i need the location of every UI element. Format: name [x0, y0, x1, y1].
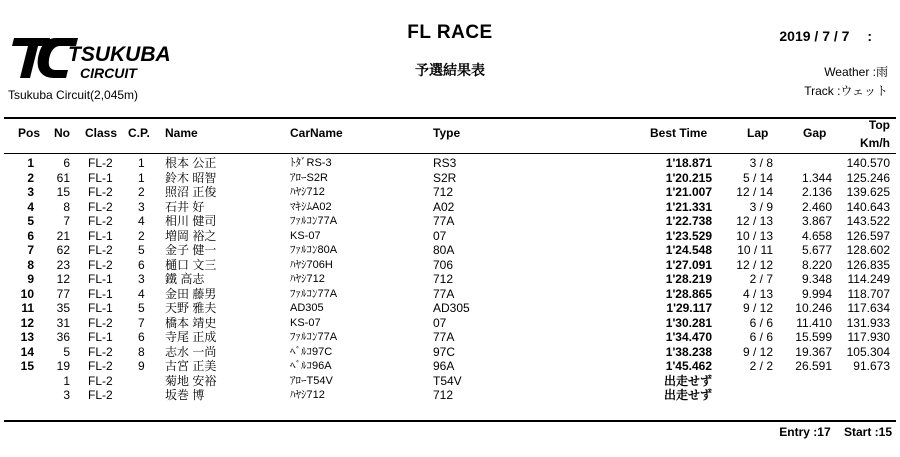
table-row: [0, 200, 900, 214]
cell-pos: 11: [21, 301, 34, 315]
cell-pos: 9: [27, 272, 34, 286]
track-info: Track :ウェット: [804, 84, 888, 98]
start-count: Start :15: [843, 425, 892, 439]
race-date: 2019 / 7 / 7 :: [779, 28, 872, 44]
cell-name: 相川 健司: [165, 214, 217, 228]
cell-name: 鐵 高志: [165, 272, 205, 286]
cell-no: 3: [63, 388, 70, 402]
cell-car: ﾌｧﾙｺﾝ77A: [290, 215, 338, 227]
cell-pos: 5: [27, 214, 34, 228]
col-carname: CarName: [290, 126, 343, 140]
cell-best: 1'27.091: [665, 257, 712, 272]
cell-lap: 3 / 8: [749, 156, 773, 170]
cell-no: 61: [56, 170, 70, 185]
cell-cp: 4: [138, 214, 145, 228]
col-type: Type: [433, 126, 461, 140]
cell-lap: 4 / 13: [742, 286, 773, 301]
cell-type: S2R: [433, 170, 457, 185]
table-row: [0, 287, 900, 301]
cell-top: 143.522: [846, 214, 890, 228]
cell-type: 07: [433, 228, 447, 243]
cell-cp: 2: [138, 228, 145, 243]
cell-top: 140.570: [846, 156, 890, 170]
table-row: [0, 171, 900, 185]
table-row: [0, 316, 900, 330]
cell-type: 706: [433, 257, 454, 272]
table-row: [0, 214, 900, 228]
cell-cls: FL-2: [88, 373, 113, 388]
cell-car: ﾊﾔｼ712: [290, 389, 325, 401]
table-row: [0, 156, 900, 170]
cell-gap: 8.220: [801, 257, 832, 272]
logo-text-main: TSUKUBA: [68, 43, 171, 66]
cell-cls: FL-1: [88, 272, 113, 286]
cell-lap: 10 / 13: [736, 228, 773, 243]
cell-car: ﾊﾔｼ712: [290, 186, 325, 198]
cell-cp: 5: [138, 301, 145, 315]
cell-top: 91.673: [853, 359, 890, 373]
cell-top: 126.597: [846, 228, 890, 243]
cell-best: 出走せず: [663, 373, 712, 388]
cell-lap: 12 / 13: [736, 214, 773, 228]
cell-no: 5: [63, 344, 70, 359]
cell-type: 712: [433, 272, 454, 286]
col-kmh: Km/h: [860, 136, 890, 150]
col-class: Class: [85, 126, 118, 140]
cell-car: ﾏｷｼﾑA02: [290, 200, 332, 213]
cell-pos: 10: [20, 286, 34, 301]
cell-lap: 10 / 11: [737, 243, 773, 257]
cell-pos: 12: [20, 315, 34, 330]
cell-best: 1'28.219: [665, 272, 712, 286]
cell-cls: FL-1: [88, 286, 113, 301]
cell-pos: 7: [27, 243, 34, 257]
cell-cls: FL-2: [88, 359, 113, 373]
cell-cp: 3: [138, 272, 145, 286]
cell-cp: 1: [138, 170, 145, 185]
cell-cp: 1: [138, 156, 145, 170]
cell-car: ｱﾛｰT54V: [290, 374, 333, 387]
cell-best: 1'21.007: [665, 185, 712, 199]
cell-gap: 26.591: [795, 359, 832, 373]
cell-name: 金田 藤男: [165, 286, 217, 301]
cell-type: RS3: [433, 156, 457, 170]
table-row: [0, 374, 900, 388]
cell-lap: 9 / 12: [742, 344, 773, 359]
table-header-rule: [4, 153, 896, 154]
cell-best: 1'30.281: [665, 315, 712, 330]
table-row: [0, 272, 900, 286]
cell-name: 照沼 正俊: [165, 185, 217, 199]
cell-lap: 6 / 6: [749, 315, 773, 330]
cell-lap: 9 / 12: [742, 301, 773, 315]
race-title: FL RACE: [407, 22, 493, 43]
cell-top: 126.835: [846, 257, 890, 272]
cell-name: 天野 雅夫: [165, 301, 217, 315]
col-lap: Lap: [747, 126, 769, 140]
cell-type: 77A: [433, 330, 455, 344]
cell-cp: 6: [138, 257, 145, 272]
cell-car: ﾌｧﾙｺﾝ77A: [290, 331, 338, 343]
cell-no: 77: [56, 286, 70, 301]
cell-car: ｱﾛｰS2R: [290, 171, 328, 184]
cell-cls: FL-2: [88, 156, 113, 170]
cell-no: 36: [56, 330, 70, 344]
table-row: [0, 229, 900, 243]
cell-cls: FL-2: [88, 199, 113, 214]
cell-gap: 4.658: [801, 228, 832, 243]
col-top: Top: [868, 118, 890, 132]
cell-type: 97C: [433, 344, 456, 359]
cell-type: A02: [433, 199, 455, 214]
table-row: [0, 359, 900, 373]
cell-pos: 6: [27, 228, 34, 243]
cell-gap: 1.344: [801, 170, 832, 185]
cell-pos: 15: [20, 359, 34, 373]
col-besttime: Best Time: [650, 126, 708, 140]
cell-best: 1'29.117: [666, 301, 712, 315]
cell-gap: 10.246: [795, 301, 832, 315]
cell-name: 菊地 安裕: [165, 373, 217, 388]
cell-lap: 2 / 2: [749, 359, 773, 373]
cell-name: 志水 一尚: [165, 344, 217, 359]
cell-cls: FL-1: [88, 330, 113, 344]
cell-gap: 9.348: [801, 272, 832, 286]
cell-car: ﾍﾞﾙｺ96A: [290, 360, 332, 372]
cell-name: 石井 好: [165, 199, 205, 214]
cell-gap: 9.994: [801, 286, 832, 301]
cell-cls: FL-2: [88, 344, 113, 359]
cell-name: 鈴木 昭智: [165, 170, 217, 185]
cell-top: 114.249: [847, 272, 890, 286]
cell-cp: 6: [138, 330, 145, 344]
cell-top: 128.602: [846, 243, 890, 257]
cell-type: 80A: [433, 243, 455, 257]
cell-car: ﾌｧﾙｺﾝ80A: [290, 244, 338, 256]
cell-name: 金子 健一: [165, 243, 217, 257]
cell-best: 1'38.238: [665, 344, 712, 359]
cell-no: 6: [63, 156, 70, 170]
table-row: [0, 243, 900, 257]
col-pos: Pos: [18, 126, 41, 140]
cell-car: KS-07: [290, 229, 321, 242]
cell-best: 1'21.331: [665, 199, 712, 214]
cell-name: 増岡 裕之: [165, 228, 217, 243]
cell-lap: 12 / 12: [736, 257, 773, 272]
cell-pos: 4: [27, 199, 34, 214]
cell-cls: FL-2: [88, 214, 113, 228]
cell-type: T54V: [433, 373, 462, 388]
cell-type: 96A: [433, 359, 455, 373]
cell-cp: 3: [138, 199, 145, 214]
cell-cls: FL-2: [88, 185, 113, 199]
cell-pos: 14: [20, 344, 34, 359]
cell-top: 131.933: [846, 315, 890, 330]
table-row: [0, 345, 900, 359]
cell-lap: 12 / 14: [736, 185, 773, 199]
cell-no: 8: [63, 199, 70, 214]
cell-cp: 9: [138, 359, 145, 373]
cell-gap: 2.136: [801, 185, 832, 199]
cell-best: 1'22.738: [665, 214, 712, 228]
cell-gap: 2.460: [801, 199, 832, 214]
cell-lap: 3 / 9: [749, 199, 773, 214]
cell-top: 125.246: [846, 170, 890, 185]
cell-type: 712: [433, 185, 454, 199]
weather-info: Weather :雨: [824, 65, 888, 79]
cell-best: 1'20.215: [665, 170, 712, 185]
cell-no: 62: [56, 243, 70, 257]
table-bottom-rule: [4, 420, 896, 422]
cell-best: 1'24.548: [665, 243, 712, 257]
cell-car: ﾌｧﾙｺﾝ77A: [290, 287, 338, 300]
cell-cls: FL-2: [88, 243, 113, 257]
logo-text-sub: CIRCUIT: [80, 65, 137, 81]
cell-best: 1'18.871: [665, 156, 712, 170]
cell-lap: 2 / 7: [749, 272, 773, 286]
cell-car: ﾄﾀﾞRS-3: [290, 157, 332, 169]
cell-pos: 8: [27, 257, 34, 272]
cell-car: KS-07: [290, 316, 321, 329]
cell-cp: 2: [138, 185, 145, 199]
col-cp: C.P.: [128, 126, 150, 140]
cell-best: 1'45.462: [665, 359, 712, 373]
cell-no: 15: [56, 185, 70, 199]
cell-pos: 2: [27, 170, 34, 185]
table-row: [0, 330, 900, 344]
cell-name: 古宮 正美: [165, 359, 217, 373]
entry-count: Entry :17: [779, 425, 831, 439]
cell-name: 橋本 靖史: [165, 315, 217, 330]
race-subtitle: 予選結果表: [415, 62, 485, 78]
cell-best: 1'34.470: [665, 330, 712, 344]
table-row: [0, 388, 900, 402]
cell-no: 12: [56, 272, 70, 286]
table-row: [0, 185, 900, 199]
cell-no: 1: [63, 373, 70, 388]
cell-cp: 4: [138, 286, 145, 301]
cell-gap: 15.599: [795, 330, 832, 344]
cell-pos: 1: [27, 156, 34, 170]
cell-no: 19: [56, 359, 70, 373]
cell-cls: FL-2: [88, 388, 113, 402]
col-no: No: [54, 126, 70, 140]
cell-cls: FL-1: [88, 170, 113, 185]
table-top-rule: [4, 117, 896, 119]
cell-top: 140.643: [846, 199, 890, 214]
cell-pos: 3: [27, 185, 34, 199]
cell-gap: 11.410: [796, 315, 832, 330]
cell-gap: 3.867: [801, 214, 832, 228]
cell-no: 7: [63, 214, 70, 228]
cell-car: AD305: [290, 302, 324, 314]
cell-top: 139.625: [846, 185, 890, 199]
cell-name: 根本 公正: [165, 156, 217, 170]
entry-start-summary: [779, 425, 892, 439]
cell-pos: 13: [20, 330, 34, 344]
cell-cp: 8: [138, 344, 145, 359]
cell-no: 21: [56, 228, 70, 243]
cell-top: 117.930: [847, 330, 890, 344]
cell-cp: 7: [138, 315, 145, 330]
cell-best: 1'23.529: [665, 228, 712, 243]
table-row: [0, 301, 900, 315]
cell-cls: FL-2: [88, 257, 113, 272]
cell-type: 712: [433, 388, 454, 402]
cell-car: ﾊﾔｼ712: [290, 273, 325, 285]
cell-top: 105.304: [846, 344, 890, 359]
cell-lap: 6 / 6: [749, 330, 773, 344]
cell-cls: FL-1: [88, 228, 113, 243]
cell-lap: 5 / 14: [742, 170, 773, 185]
cell-car: ﾍﾞﾙｺ97C: [290, 345, 333, 358]
cell-best: 出走せず: [663, 388, 712, 402]
cell-cls: FL-2: [88, 315, 113, 330]
cell-gap: 19.367: [795, 344, 832, 359]
cell-name: 坂巻 博: [165, 388, 205, 402]
cell-no: 35: [56, 301, 70, 315]
col-gap: Gap: [803, 126, 827, 140]
cell-type: 07: [433, 315, 447, 330]
cell-gap: 5.677: [801, 243, 832, 257]
cell-type: AD305: [433, 301, 470, 315]
col-name: Name: [165, 126, 198, 140]
cell-car: ﾊﾔｼ706H: [290, 258, 333, 271]
cell-top: 117.634: [847, 301, 890, 315]
cell-type: 77A: [433, 214, 455, 228]
cell-name: 樋口 文三: [165, 257, 217, 272]
circuit-name: Tsukuba Circuit(2,045m): [8, 88, 139, 102]
cell-top: 118.707: [847, 286, 890, 301]
cell-best: 1'28.865: [665, 286, 712, 301]
cell-cp: 5: [138, 243, 145, 257]
cell-type: 77A: [433, 286, 455, 301]
cell-no: 31: [56, 315, 70, 330]
cell-no: 23: [56, 257, 70, 272]
table-row: [0, 258, 900, 272]
cell-cls: FL-1: [88, 301, 113, 315]
cell-name: 寺尾 正成: [165, 330, 217, 344]
